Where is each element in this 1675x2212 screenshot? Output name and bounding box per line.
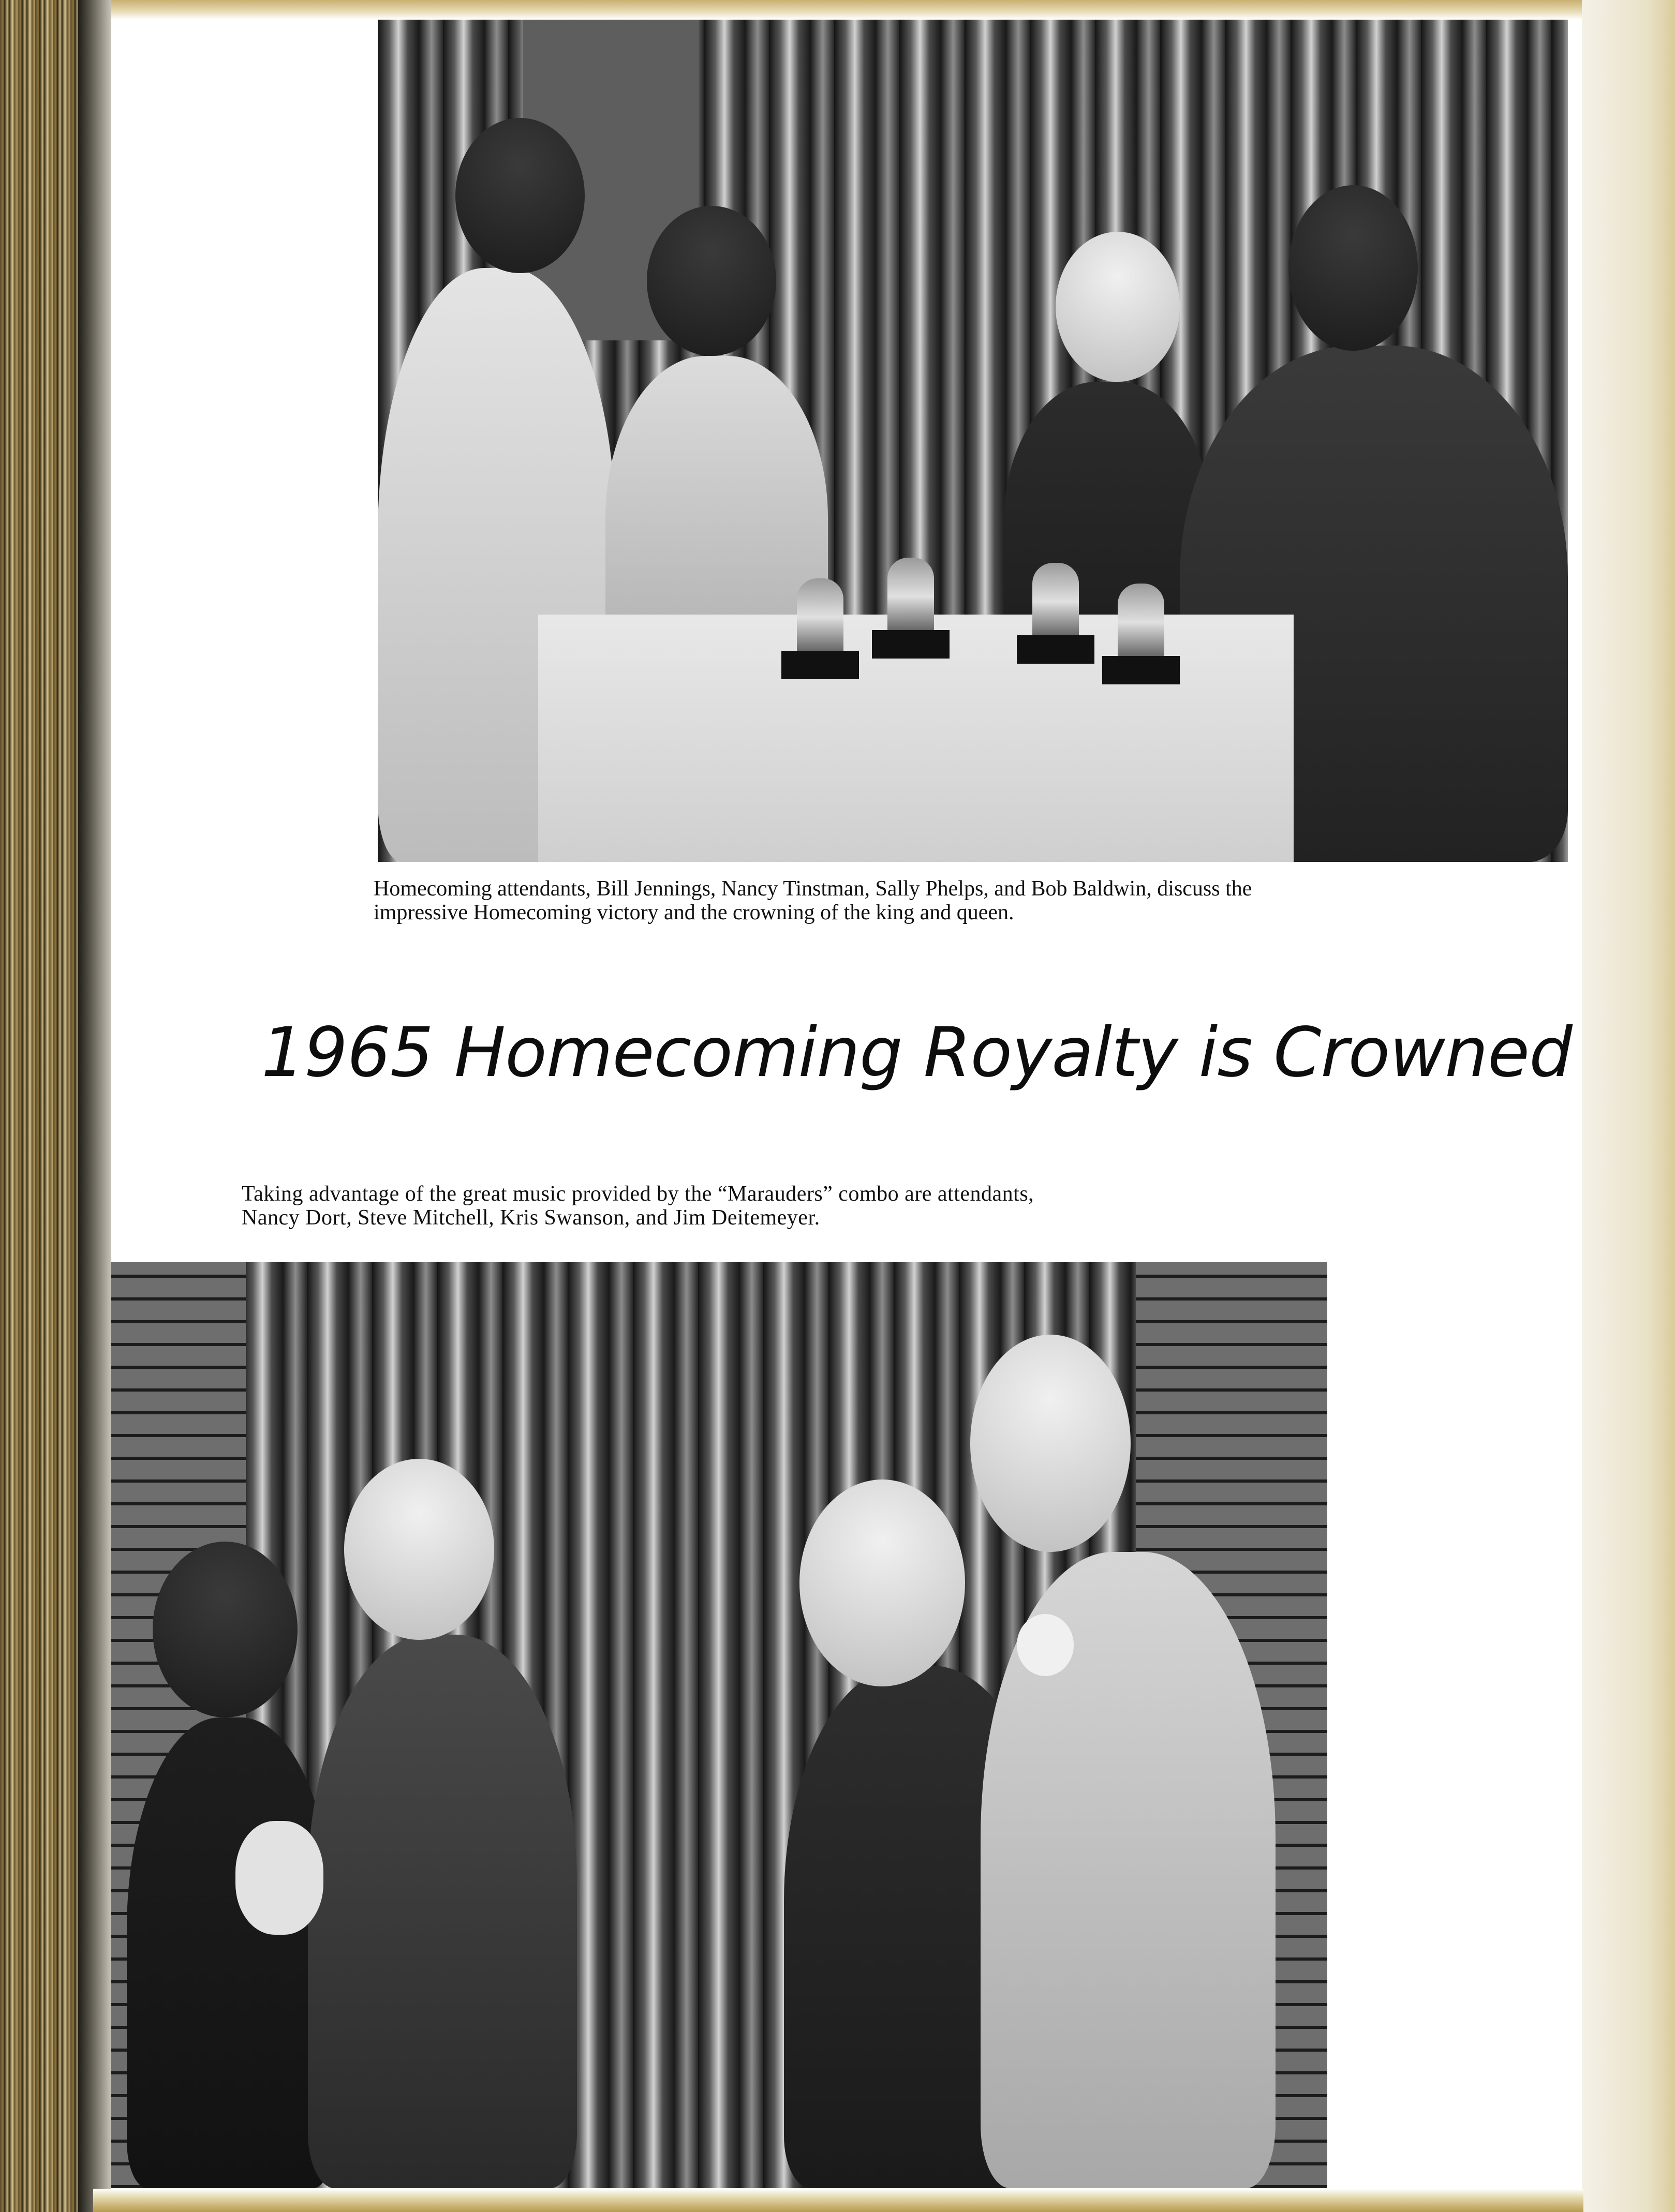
- bottom-photo-caption: [242, 1182, 1328, 1230]
- dancer-head: [153, 1542, 298, 1717]
- trophy-icon: [887, 558, 934, 635]
- page-bottom-edge: [93, 2189, 1583, 2212]
- attendants-table-photo: [378, 20, 1568, 862]
- dancing-couples-photo: [111, 1262, 1327, 2188]
- caption-line: impressive Homecoming victory and the crowning of the king and queen.: [374, 901, 1014, 924]
- attendant-head: [455, 118, 585, 273]
- page-top-edge: [111, 0, 1582, 20]
- caption-line: Homecoming attendants, Bill Jennings, Nancy Tinstman, Sally Phelps, and Bob Baldwin, discuss the: [374, 877, 1252, 901]
- trophy-icon: [1118, 584, 1164, 661]
- trophy-base: [781, 651, 859, 679]
- attendant-head: [1288, 185, 1418, 351]
- caption-line: Taking advantage of the great music provided by the “Marauders” combo are attendants,: [242, 1182, 1034, 1206]
- caption-line: Nancy Dort, Steve Mitchell, Kris Swanson, and Jim Deitemeyer.: [242, 1206, 820, 1230]
- dancer-head: [970, 1335, 1131, 1552]
- page-right-edge: [1582, 0, 1675, 2212]
- boutonniere-icon: [1017, 1614, 1074, 1676]
- page-gutter: [78, 0, 111, 2212]
- page-title: 1965 Homecoming Royalty is Crowned: [261, 1013, 1572, 1093]
- dancer-figure: [127, 1717, 334, 2188]
- attendant-head: [647, 206, 776, 356]
- trophy-base: [1017, 635, 1094, 664]
- top-photo-caption: [374, 877, 1564, 924]
- trophy-base: [872, 630, 950, 659]
- dancer-figure: [308, 1635, 577, 2188]
- trophy-base: [1102, 656, 1180, 684]
- attendant-head: [1056, 232, 1180, 382]
- trophy-icon: [797, 578, 843, 656]
- dancer-head: [799, 1479, 965, 1686]
- corsage-icon: [235, 1821, 323, 1935]
- trophy-icon: [1032, 563, 1079, 640]
- book-binding: [0, 0, 111, 2212]
- dancer-head: [344, 1459, 494, 1640]
